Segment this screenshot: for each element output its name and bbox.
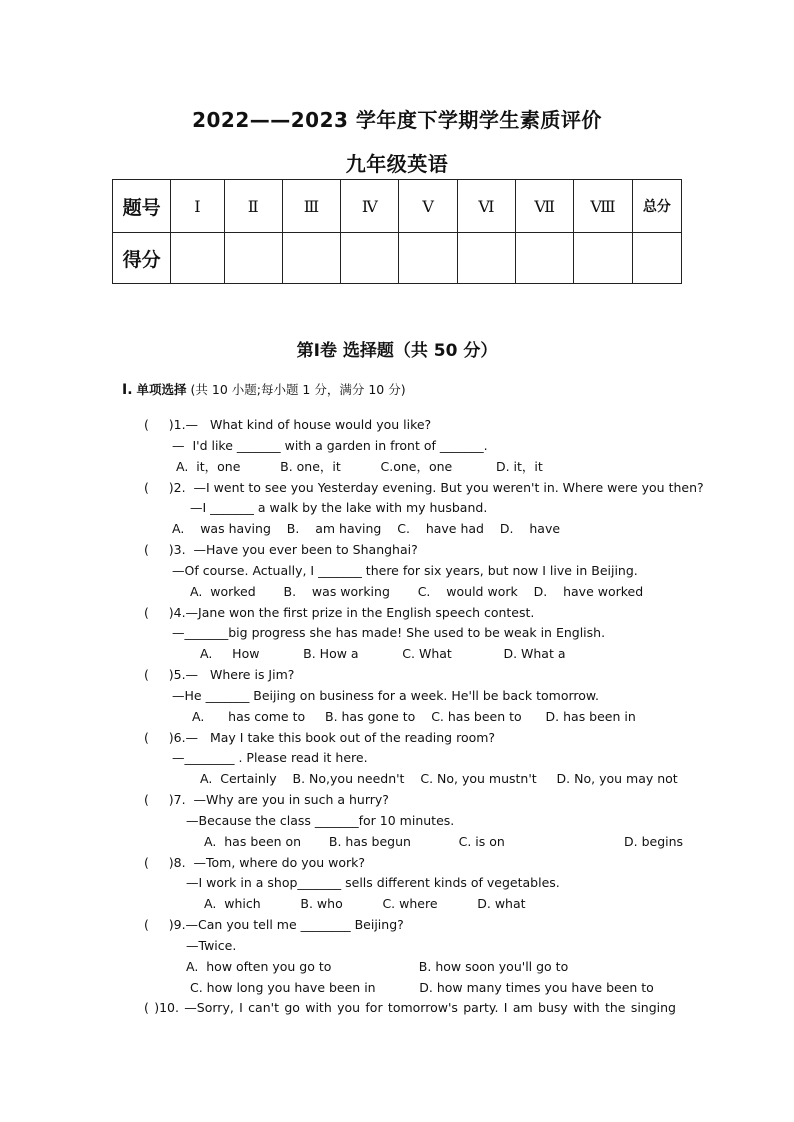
exam-subtitle: 九年级英语	[345, 152, 449, 176]
question-line: —________ . Please read it here.	[172, 750, 368, 765]
column-header: Ⅷ	[574, 180, 632, 233]
column-header: Ⅰ	[171, 180, 224, 233]
column-header: Ⅴ	[399, 180, 457, 233]
score-table-header-row	[113, 180, 682, 233]
question-line: —I work in a shop_______ sells different kinds of vegetables.	[186, 875, 560, 890]
options-line: A. Certainly B. No,you needn't C. No, you mustn't D. No, you may not	[200, 771, 678, 786]
score-cell	[341, 233, 399, 284]
question-line: —Because the class _______for 10 minutes.	[186, 813, 455, 828]
section-name: 单项选择	[136, 382, 187, 397]
column-header: Ⅲ	[282, 180, 340, 233]
column-header: Ⅶ	[516, 180, 574, 233]
score-cell	[282, 233, 340, 284]
score-cell	[224, 233, 282, 284]
options-line: A. How B. How a C. What D. What a	[200, 646, 566, 661]
question-number-label: 题号	[113, 180, 171, 233]
question-line: ( )5.— Where is Jim?	[144, 667, 295, 682]
column-header: Ⅳ	[341, 180, 399, 233]
section-note: (共 10 小题;每小题 1 分，满分 10 分)	[190, 382, 406, 397]
score-cell	[171, 233, 224, 284]
total-score-cell	[632, 233, 681, 284]
score-cell	[457, 233, 515, 284]
question-line: —Of course. Actually, I _______ there for six years, but now I live in Beijing.	[172, 563, 638, 578]
column-header: Ⅵ	[457, 180, 515, 233]
score-cell	[399, 233, 457, 284]
options-line: A. it，one B. one，it C.one，one D. it，it	[176, 459, 543, 474]
column-header: Ⅱ	[224, 180, 282, 233]
question-line: ( )2. —I went to see you Yesterday evening. But you weren't in. Where were you then?	[144, 480, 704, 495]
exam-title: 2022——2023 学年度下学期学生素质评价	[192, 108, 602, 132]
options-line: A. worked B. was working C. would work D. have worked	[190, 584, 644, 599]
total-score-label: 总分	[632, 180, 681, 233]
question-line: ( )10. —Sorry, I can't go with you for tomorrow's party. I am busy with the singing	[144, 1000, 676, 1015]
score-label: 得分	[113, 233, 171, 284]
options-line: C. how long you have been in D. how many times you have been to	[190, 980, 654, 995]
question-line: —He _______ Beijing on business for a week. He'll be back tomorrow.	[172, 688, 599, 703]
options-line: A. was having B. am having C. have had D. have	[172, 521, 561, 536]
question-line: ( )7. —Why are you in such a hurry?	[144, 792, 389, 807]
section-number: Ⅰ.	[122, 382, 133, 398]
options-line: A. has been on B. has begun C. is on D. begins	[204, 834, 684, 849]
question-line: ( )4.—Jane won the first prize in the English speech contest.	[144, 605, 535, 620]
options-line: A. has come to B. has gone to C. has been to D. has been in	[192, 709, 636, 724]
options-line: A. which B. who C. where D. what	[204, 896, 526, 911]
question-line: — I'd like _______ with a garden in front of _______.	[172, 438, 488, 453]
score-table	[112, 179, 682, 284]
question-line: ( )3. —Have you ever been to Shanghai?	[144, 542, 418, 557]
question-line: ( )6.— May I take this book out of the reading room?	[144, 730, 496, 745]
options-line: A. how often you go to B. how soon you'll go to	[186, 959, 569, 974]
question-line: —Twice.	[186, 938, 237, 953]
question-line: ( )1.— What kind of house would you like?	[144, 417, 432, 432]
section-heading	[122, 380, 406, 398]
score-cell	[516, 233, 574, 284]
question-line: —_______big progress she has made! She used to be weak in English.	[172, 625, 606, 640]
question-line: ( )9.—Can you tell me ________ Beijing?	[144, 917, 404, 932]
score-table-score-row	[113, 233, 682, 284]
score-cell	[574, 233, 632, 284]
question-line: ( )8. —Tom, where do you work?	[144, 855, 366, 870]
question-line: —I _______ a walk by the lake with my husband.	[190, 500, 488, 515]
volume-title: 第Ⅰ卷 选择题（共 50 分）	[296, 341, 498, 361]
